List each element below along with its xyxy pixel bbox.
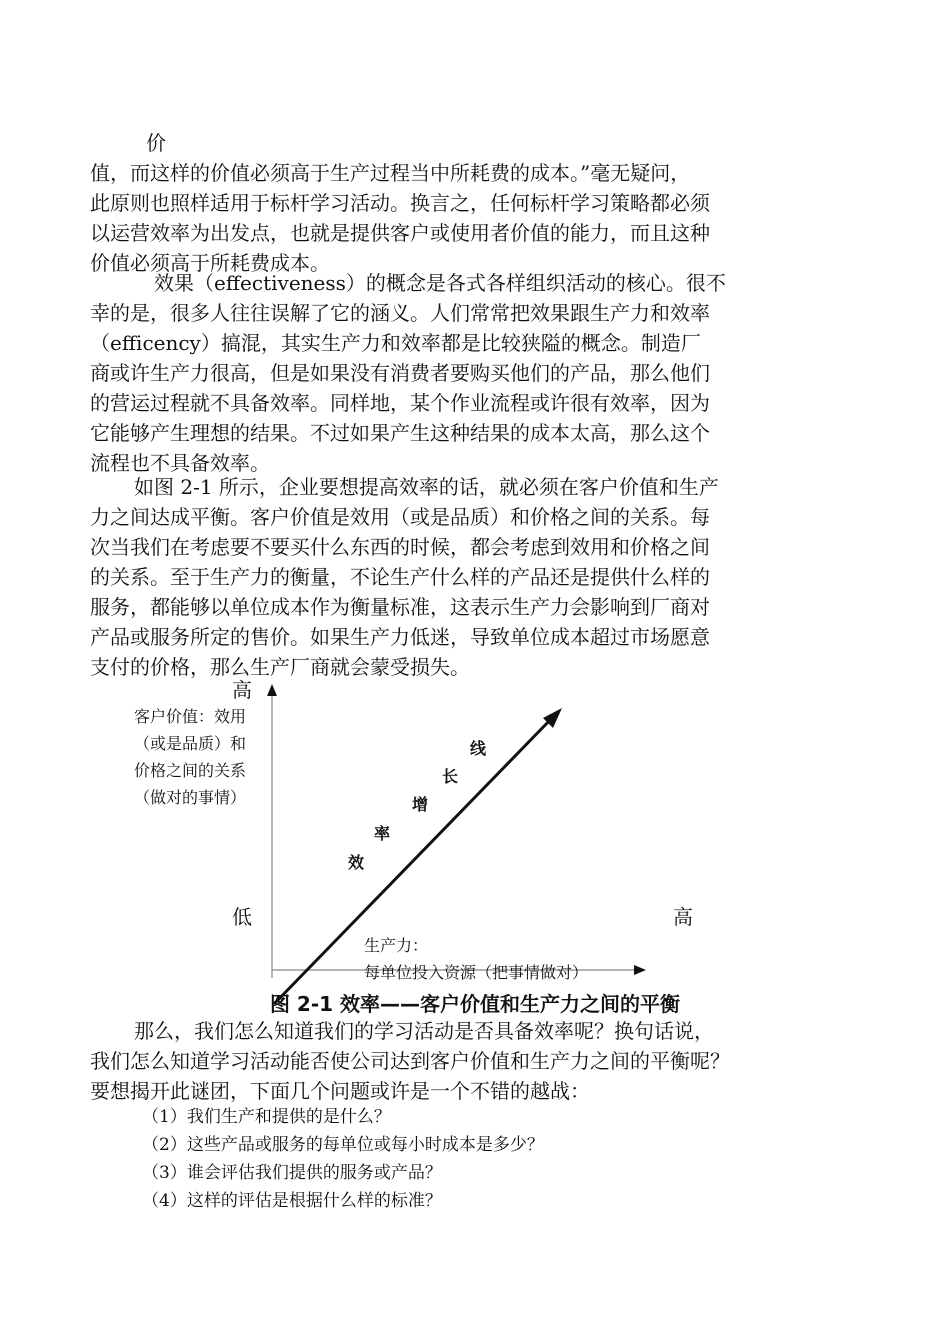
text-line: 流程也不具备效率。 [90, 451, 270, 475]
text-line: 力之间达成平衡。客户价值是效用（或是品质）和价格之间的关系。每 [90, 505, 710, 529]
text-line: 它能够产生理想的结果。不过如果产生这种结果的成本太高，那么这个 [90, 421, 710, 445]
text-line: 此原则也照样适用于标杆学习活动。换言之，任何标杆学习策略都必须 [90, 191, 710, 215]
curve-label-char: 增 [412, 795, 429, 814]
curve-label-char: 线 [470, 739, 487, 758]
y-axis-label-line: 客户价值：效用 [134, 707, 247, 726]
text-line: 要想揭开此谜团，下面几个问题或许是一个不错的越战： [90, 1079, 590, 1103]
curve-label-char: 效 [348, 853, 365, 872]
text-line: 支付的价格，那么生产厂商就会蒙受损失。 [90, 655, 470, 679]
y-axis-high-label: 高 [232, 678, 252, 702]
text-line: 幸的是，很多人往往误解了它的涵义。人们常常把效果跟生产力和效率 [90, 301, 710, 325]
figure-caption: 图 2-1 效率——客户价值和生产力之间的平衡 [269, 992, 681, 1016]
x-axis-high-label: 高 [673, 905, 693, 929]
question-list [142, 1103, 544, 1215]
question-item: （1）我们生产和提供的是什么？ [142, 1107, 391, 1127]
y-axis-label-line: 价格之间的关系 [134, 761, 247, 780]
x-axis-arrow-icon [634, 965, 646, 975]
curve-label-char: 率 [374, 824, 391, 843]
curve-label-char: 长 [442, 767, 459, 786]
x-axis-label-line: 生产力： [364, 936, 429, 955]
text-line: 那么，我们怎么知道我们的学习活动是否具备效率呢？换句话说， [134, 1019, 714, 1043]
question-item: （4）这样的评估是根据什么样的标准？ [142, 1191, 442, 1211]
text-line: 商或许生产力很高，但是如果没有消费者要购买他们的产品，那么他们 [90, 361, 710, 385]
text-line: 价 [146, 131, 166, 155]
y-axis-label-line: （或是品质）和 [134, 734, 247, 753]
text-line: 的关系。至于生产力的衡量，不论生产什么样的产品还是提供什么样的 [90, 565, 710, 589]
text-line: 价值必须高于所耗费成本。 [90, 251, 330, 275]
x-axis-label-line: 每单位投入资源（把事情做对） [364, 963, 589, 982]
y-axis-label-line: （做对的事情） [134, 788, 247, 807]
low-label: 低 [232, 905, 252, 929]
text-line: 服务，都能够以单位成本作为衡量标准，这表示生产力会影响到厂商对 [90, 595, 710, 619]
text-line: 次当我们在考虑要不要买什么东西的时候，都会考虑到效用和价格之间 [90, 535, 710, 559]
paragraph-4 [90, 1016, 850, 1106]
text-line: 的营运过程就不具备效率。同样地，某个作业流程或许很有效率，因为 [90, 391, 710, 415]
y-axis-arrow-icon [267, 684, 277, 696]
text-line: 效果（effectiveness）的概念是各式各样组织活动的核心。很不 [154, 271, 726, 295]
text-line: 我们怎么知道学习活动能否使公司达到客户价值和生产力之间的平衡呢？ [90, 1049, 730, 1073]
text-line: 以运营效率为出发点，也就是提供客户或使用者价值的能力，而且这种 [90, 221, 710, 245]
text-line: 值，而这样的价值必须高于生产过程当中所耗费的成本。”毫无疑问， [90, 161, 691, 185]
text-line: 如图 2-1 所示，企业要想提高效率的话，就必须在客户价值和生产 [134, 475, 719, 499]
question-item: （2）这些产品或服务的每单位或每小时成本是多少？ [142, 1135, 544, 1155]
text-line: 产品或服务所定的售价。如果生产力低迷，导致单位成本超过市场愿意 [90, 625, 710, 649]
question-item: （3）谁会评估我们提供的服务或产品？ [142, 1163, 442, 1183]
text-line: （efficency）搞混，其实生产力和效率都是比较狭隘的概念。制造厂 [90, 331, 701, 355]
